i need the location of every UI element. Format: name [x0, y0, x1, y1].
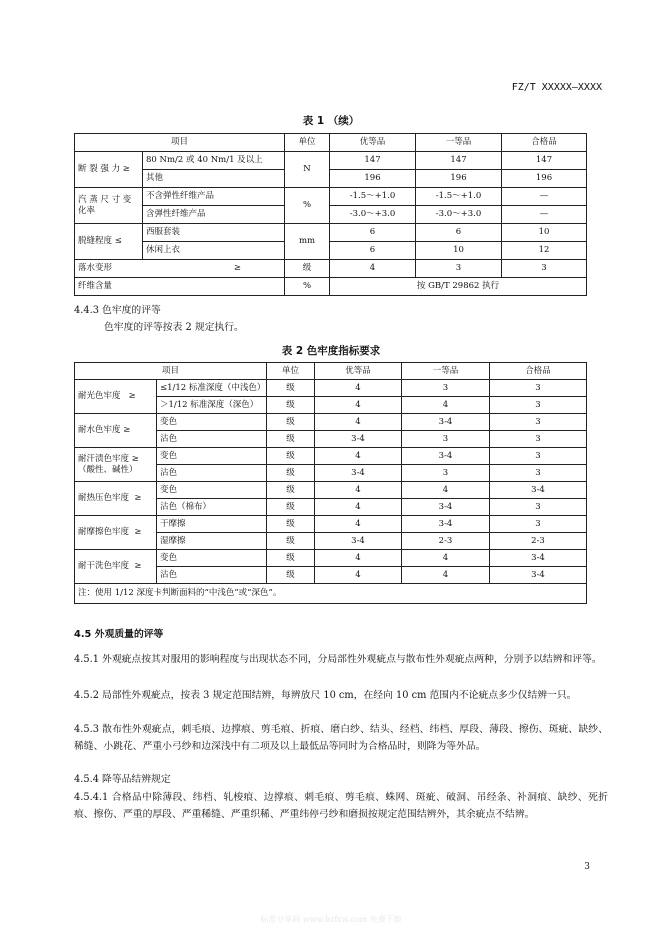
group-label: 耐光色牢度	[78, 391, 121, 402]
value-cell: 3	[490, 380, 587, 397]
group-cell: 耐水色牢度 ≥	[75, 414, 157, 448]
value-cell: 4	[330, 260, 416, 278]
unit-cell: 级	[285, 260, 330, 278]
value-cell: 12	[502, 242, 587, 260]
drop-label: 落水变形	[78, 263, 113, 274]
ge-sign: ≥	[128, 391, 136, 402]
value-cell: —	[502, 188, 587, 206]
table-row	[75, 550, 587, 567]
row-label: 沾色	[157, 431, 267, 448]
value-cell: 147	[330, 152, 416, 170]
table-row	[75, 170, 587, 188]
table-row	[75, 482, 587, 499]
value-cell: -3.0～+3.0	[416, 206, 502, 224]
paragraph: 4.5.4.1 合格品中除薄段、纬档、轧梭痕、边撑痕、刺毛痕、剪毛痕、蛛网、斑疵、破洞、吊经条、补洞痕、缺纱、死折痕、擦伤、严重的厚段、严重稀缝、严重织稀、严重纬停弓纱和磨损按规定范围结辨外，其余疵点不结辨。	[74, 792, 608, 820]
table-row	[75, 152, 587, 170]
header-cell: 合格品	[490, 363, 587, 380]
row-label: 休闲上衣	[143, 242, 285, 260]
value-cell: 6	[416, 224, 502, 242]
paragraph: 4.5.3 散布性外观疵点，刺毛痕、边撑痕、剪毛痕、折痕、磨白纱、结头、经档、纬档、厚段、薄段、擦伤、斑疵、缺纱、稀缝、小跳花、严重小弓纱和边深浅中有二项及以上最低品等同时为合格品时，则降为等外品。	[74, 724, 608, 752]
value-cell: -1.5～+1.0	[330, 188, 416, 206]
table-row	[75, 414, 587, 431]
value-cell: 3	[402, 380, 490, 397]
value-cell: 10	[502, 224, 587, 242]
row-label: 变色	[157, 482, 267, 499]
row-label: 沾色	[157, 567, 267, 584]
group-sublabel: （酸性、碱性）	[78, 464, 138, 475]
group-cell	[75, 448, 157, 482]
header-cell: 优等品	[315, 363, 402, 380]
header-cell: 单位	[267, 363, 315, 380]
paragraph: 色牢度的评等按表 2 规定执行。	[104, 322, 244, 333]
row-label: 不含弹性纤维产品	[143, 188, 285, 206]
table1	[74, 133, 587, 296]
table1-caption: 表 1 （续）	[302, 115, 360, 127]
unit-cell: mm	[285, 224, 330, 260]
row-label: 纤维含量	[75, 278, 285, 296]
value-cell: 4	[315, 397, 402, 414]
header-cell: 项目	[75, 363, 267, 380]
value-cell: 4	[402, 482, 490, 499]
group-cell: 脱缝程度 ≤	[75, 224, 143, 260]
value-cell: 4	[402, 397, 490, 414]
section-heading: 4.5.4 降等品结辨规定	[74, 774, 171, 785]
unit-cell: N	[285, 152, 330, 188]
row-label: 西服套装	[143, 224, 285, 242]
value-cell: 4	[315, 414, 402, 431]
unit-cell: 级	[267, 482, 315, 499]
value-cell: 4	[402, 550, 490, 567]
group-label: 耐干洗色牢度	[78, 561, 130, 572]
ge-sign: ≥	[233, 263, 242, 274]
row-label: ＞1/12 标准深度（深色）	[157, 397, 267, 414]
table-note: 注：使用 1/12 深度卡判断面料的“中浅色”或“深色”。	[75, 584, 587, 604]
group-cell	[75, 482, 157, 516]
value-cell: 3-4	[402, 414, 490, 431]
value-cell: 2-3	[490, 533, 587, 550]
table-row	[75, 188, 587, 206]
value-cell: 3	[490, 431, 587, 448]
table-row	[75, 206, 587, 224]
value-cell: 4	[315, 499, 402, 516]
value-cell: 4	[315, 380, 402, 397]
row-label: 变色	[157, 414, 267, 431]
value-cell: 3-4	[402, 516, 490, 533]
group-label: 耐热压色牢度	[78, 493, 130, 504]
table-header-row	[75, 363, 587, 380]
header-cell: 优等品	[330, 134, 416, 152]
value-cell: 3	[402, 465, 490, 482]
group-cell	[75, 380, 157, 414]
unit-cell: 级	[267, 397, 315, 414]
table-row	[75, 278, 587, 296]
value-cell: 3-4	[490, 482, 587, 499]
page-number: 3	[584, 862, 590, 872]
value-cell: 3-4	[315, 533, 402, 550]
row-label: 80 Nm/2 或 40 Nm/1 及以上	[143, 152, 285, 170]
ge-sign: ≥	[134, 561, 142, 572]
value-cell: 196	[502, 170, 587, 188]
row-label: 变色	[157, 550, 267, 567]
value-cell: 3-4	[490, 567, 587, 584]
value-cell: 3	[490, 465, 587, 482]
header-cell: 一等品	[416, 134, 502, 152]
table2	[74, 362, 587, 604]
value-cell: 3-4	[315, 431, 402, 448]
value-cell: 6	[330, 224, 416, 242]
value-cell: 4	[315, 516, 402, 533]
row-label: 湿摩擦	[157, 533, 267, 550]
paragraph: 4.5.2 局部性外观疵点，按表 3 规定范围结辨，每辨放尺 10 cm，在经向 10 cm 范围内不论疵点多少仅结辨一只。	[74, 690, 577, 701]
row-label: 沾色	[157, 465, 267, 482]
group-label: 耐摩擦色牢度	[78, 527, 130, 538]
value-cell: 3-4	[490, 550, 587, 567]
table-header-row	[75, 134, 587, 152]
header-cell: 项目	[75, 134, 285, 152]
value-cell: 3	[490, 414, 587, 431]
group-cell: 断 裂 强 力 ≥	[75, 152, 143, 188]
table-row	[75, 516, 587, 533]
unit-cell: 级	[267, 533, 315, 550]
unit-cell: 级	[267, 516, 315, 533]
row-label: ≤1/12 标准深度（中浅色）	[157, 380, 267, 397]
value-cell: 4	[402, 567, 490, 584]
value-cell: 3	[502, 260, 587, 278]
table2-caption: 表 2 色牢度指标要求	[281, 345, 381, 357]
unit-cell: 级	[267, 448, 315, 465]
value-cell: 3	[416, 260, 502, 278]
group-label: 耐汗渍色牢度 ≥	[78, 453, 139, 464]
value-cell: -3.0～+3.0	[330, 206, 416, 224]
standard-code: FZ/T XXXXX—XXXX	[511, 82, 602, 93]
table-row	[75, 380, 587, 397]
value-cell: 3	[490, 516, 587, 533]
table-row	[75, 224, 587, 242]
ge-sign: ≥	[134, 527, 142, 538]
row-label: 变色	[157, 448, 267, 465]
value-cell: 3	[490, 448, 587, 465]
row-label	[75, 260, 285, 278]
row-label: 含弹性纤维产品	[143, 206, 285, 224]
group-cell	[75, 516, 157, 550]
unit-cell: %	[285, 278, 330, 296]
table-note-row	[75, 584, 587, 604]
value-cell: 4	[315, 550, 402, 567]
group-cell: 汽 蒸 尺 寸 变 化率	[75, 188, 143, 224]
unit-cell: 级	[267, 567, 315, 584]
header-cell: 单位	[285, 134, 330, 152]
section-heading: 4.5 外观质量的评等	[74, 629, 164, 640]
row-label: 干摩擦	[157, 516, 267, 533]
value-cell: 3-4	[402, 499, 490, 516]
table-row	[75, 242, 587, 260]
value-cell: 3-4	[315, 465, 402, 482]
header-cell: 一等品	[402, 363, 490, 380]
value-cell: 3	[402, 431, 490, 448]
header-cell: 合格品	[502, 134, 587, 152]
value-cell: 3	[490, 397, 587, 414]
row-label: 其他	[143, 170, 285, 188]
value-cell: -1.5～+1.0	[416, 188, 502, 206]
value-cell: 196	[416, 170, 502, 188]
value-cell: 4	[315, 482, 402, 499]
ge-sign: ≥	[134, 493, 142, 504]
value-cell: 10	[416, 242, 502, 260]
section-heading: 4.4.3 色牢度的评等	[74, 305, 161, 316]
table-row	[75, 448, 587, 465]
value-cell: 4	[315, 567, 402, 584]
unit-cell: 级	[267, 465, 315, 482]
value-cell: 6	[330, 242, 416, 260]
paragraph: 4.5.1 外观疵点按其对服用的影响程度与出现状态不同，分局部性外观疵点与散布性外观疵点两种，分别予以结辨和评等。	[74, 654, 602, 665]
value-cell: —	[502, 206, 587, 224]
watermark: 标准分享网 www.bzfxw.com 免费下载	[260, 915, 402, 924]
group-cell	[75, 550, 157, 584]
value-cell: 147	[416, 152, 502, 170]
value-cell: 4	[315, 448, 402, 465]
table-row	[75, 260, 587, 278]
unit-cell: %	[285, 188, 330, 224]
value-cell: 2-3	[402, 533, 490, 550]
value-cell: 按 GB/T 29862 执行	[330, 278, 587, 296]
unit-cell: 级	[267, 550, 315, 567]
value-cell: 3	[490, 499, 587, 516]
value-cell: 3-4	[402, 448, 490, 465]
value-cell: 196	[330, 170, 416, 188]
value-cell: 147	[502, 152, 587, 170]
unit-cell: 级	[267, 431, 315, 448]
unit-cell: 级	[267, 499, 315, 516]
unit-cell: 级	[267, 380, 315, 397]
unit-cell: 级	[267, 414, 315, 431]
row-label: 沾色（棉布）	[157, 499, 267, 516]
